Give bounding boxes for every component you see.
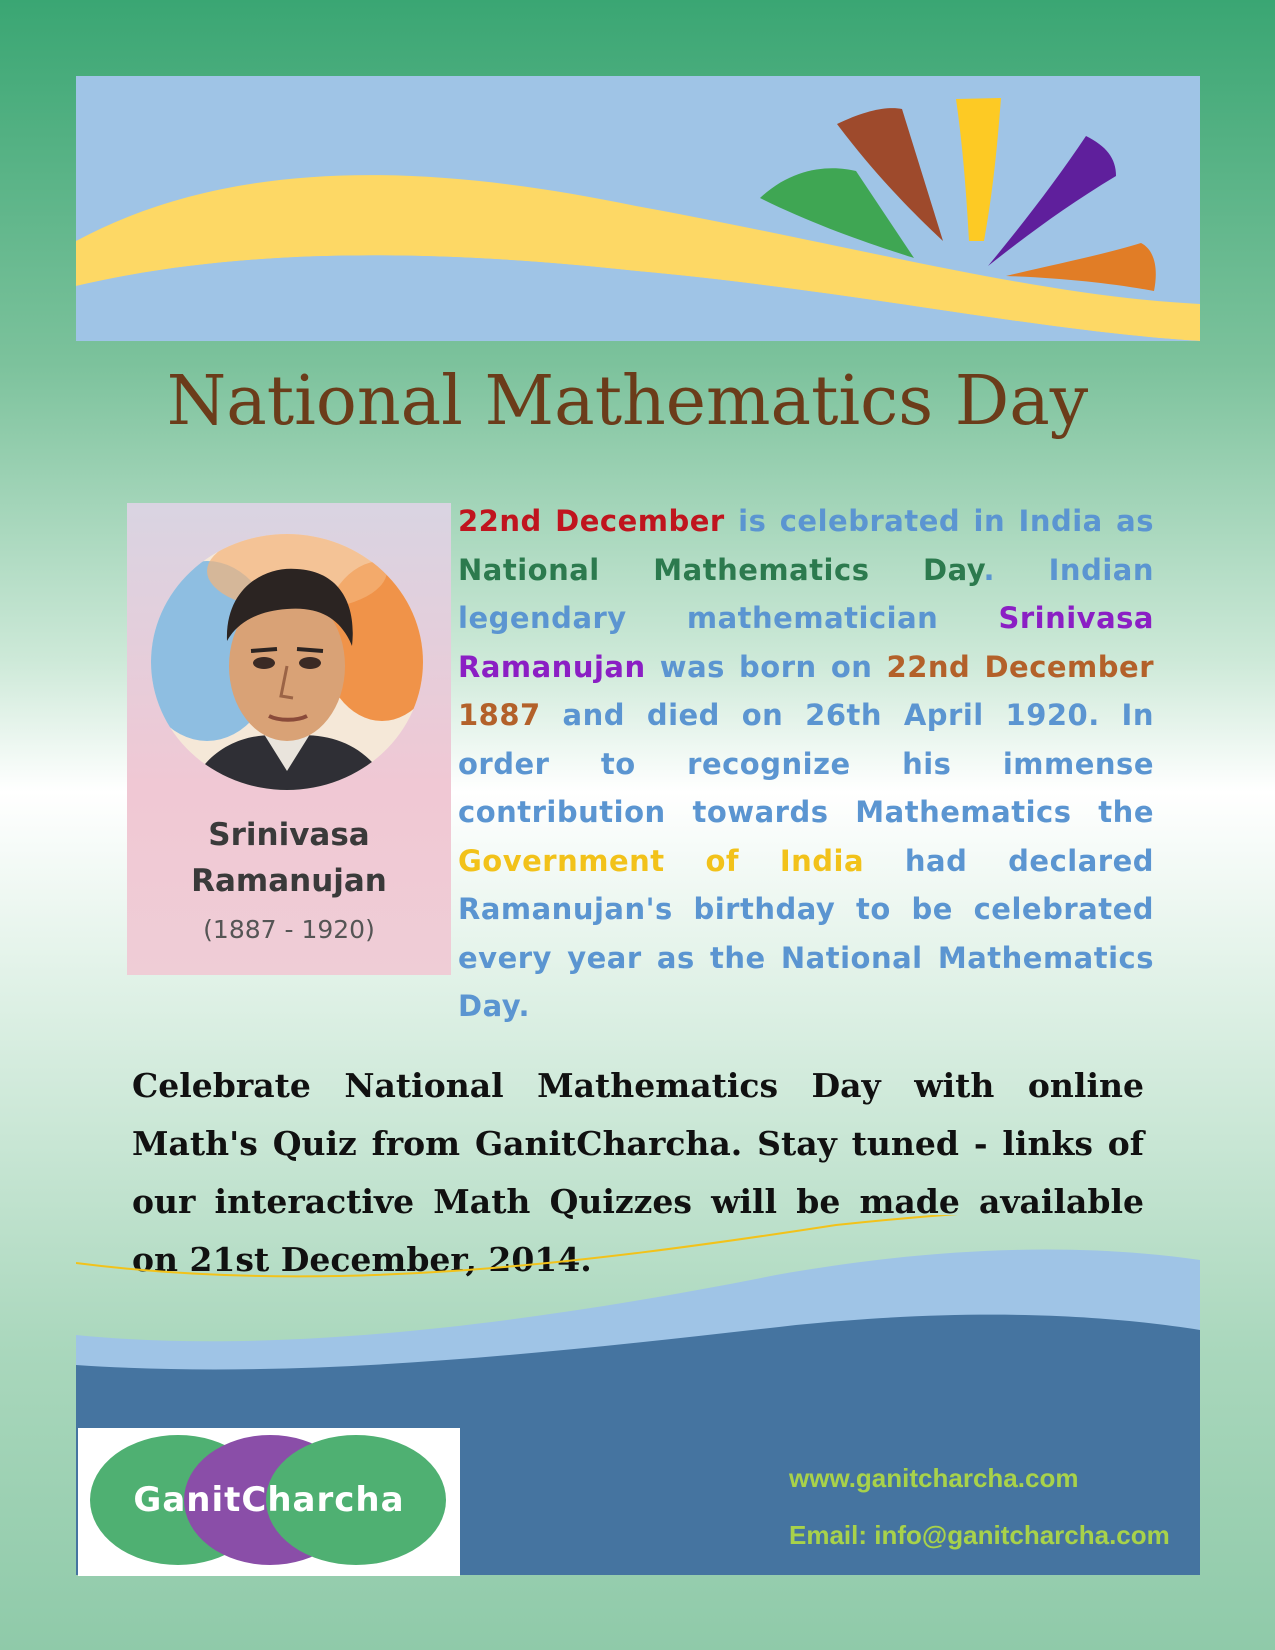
ramanujan-portrait-image <box>147 531 427 793</box>
email-link[interactable]: Email: info@ganitcharcha.com <box>789 1520 1170 1550</box>
portrait-caption-name-line2: Ramanujan <box>191 863 387 899</box>
intro-paragraph <box>458 497 1154 1031</box>
intro-text-5: had declared Ramanujan's birthday to be celebrated every year as the National Mathematics Day. <box>458 843 1154 1023</box>
intro-text-1: is celebrated in India as <box>724 504 1154 538</box>
ganitcharcha-logo[interactable] <box>78 1428 460 1576</box>
portrait-caption-name-line1: Srinivasa <box>208 817 370 853</box>
portrait-card <box>127 503 451 975</box>
highlight-person: Srinivasa Ramanujan <box>458 601 1154 684</box>
celebrate-paragraph: Celebrate National Mathematics Day with online Math's Quiz from GanitCharcha. Stay tuned - links of our interactive Math Quizzes will be made available on 21st December, 2014. <box>132 1066 1144 1279</box>
highlight-government: Government of India <box>458 843 865 878</box>
intro-text-4: and died on 26th April 1920. In order to recognize his immense contribution towards Mathematics the <box>458 698 1154 829</box>
logo-text: GanitCharcha <box>133 1480 405 1520</box>
header-banner <box>76 76 1200 341</box>
intro-text-3: was born on <box>645 649 887 684</box>
highlight-birthdate: 22nd December 1887 <box>458 649 1154 732</box>
highlight-national-mathematics-day: National Mathematics Day <box>458 552 984 587</box>
website-link[interactable]: www.ganitcharcha.com <box>789 1463 1079 1493</box>
intro-text-2: . Indian legendary mathematician <box>458 552 1154 635</box>
portrait-caption-years: (1887 - 1920) <box>203 915 375 944</box>
highlight-date: 22nd December <box>458 504 725 538</box>
page-title: National Mathematics Day <box>166 362 1089 441</box>
